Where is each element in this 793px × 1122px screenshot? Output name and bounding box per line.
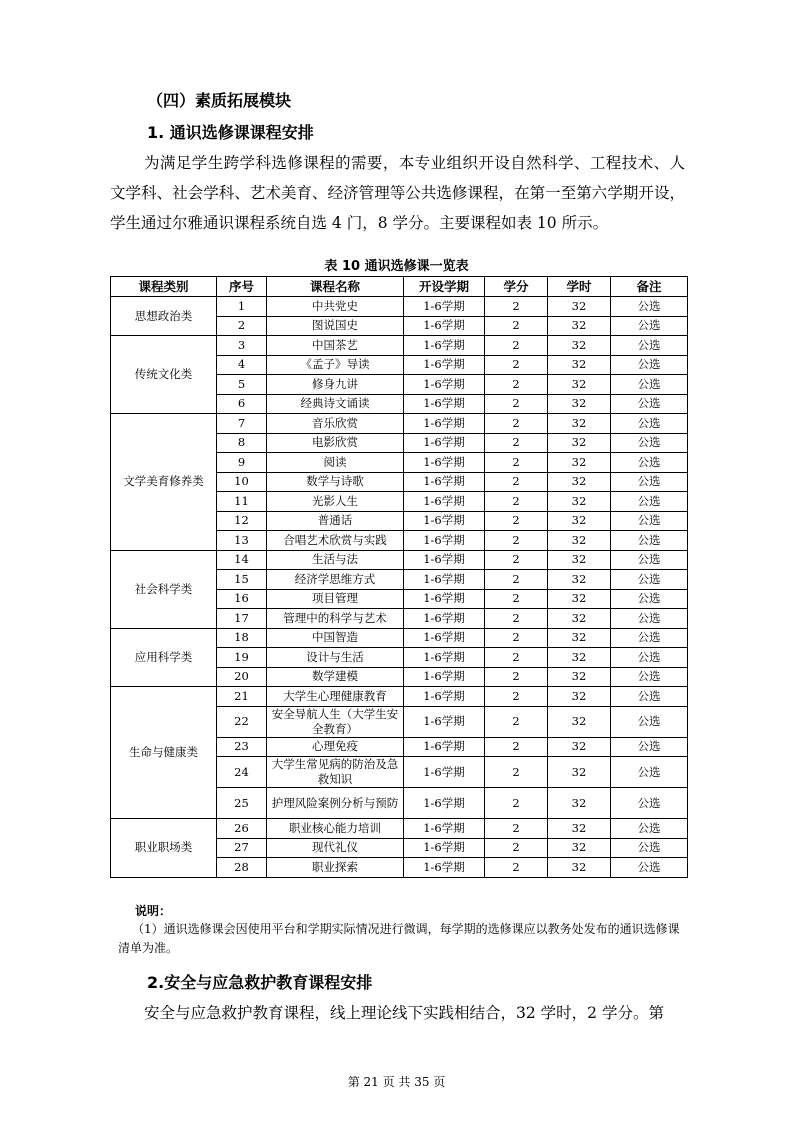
number-cell: 28 <box>217 858 267 878</box>
credit-cell: 2 <box>485 433 548 453</box>
course-name-cell: 普通话 <box>267 511 404 531</box>
number-cell: 12 <box>217 511 267 531</box>
number-cell: 4 <box>217 355 267 375</box>
number-cell: 18 <box>217 628 267 648</box>
credit-cell: 2 <box>485 492 548 512</box>
intro-paragraph: 为满足学生跨学科选修课程的需要，本专业组织开设自然科学、工程技术、人文学科、社会学科、艺术美育、经济管理等公共选修课程，在第一至第六学期开设，学生通过尔雅通识课程系统自选 4 门，8 学分。主要课程如表 10 所示。 <box>110 154 685 232</box>
note-cell: 公选 <box>611 336 688 356</box>
term-cell: 1-6学期 <box>404 819 485 839</box>
credit-cell: 2 <box>485 570 548 590</box>
course-name-cell: 大学生心理健康教育 <box>267 687 404 707</box>
note-cell: 公选 <box>611 628 688 648</box>
number-cell: 16 <box>217 589 267 609</box>
hours-cell: 32 <box>548 706 611 737</box>
term-cell: 1-6学期 <box>404 472 485 492</box>
number-cell: 13 <box>217 531 267 551</box>
table-row <box>111 336 688 356</box>
note-text: （1）通识选修课会因使用平台和学期实际情况进行微调，每学期的选修课应以教务处发布的通识选修课清单为准。 <box>118 922 680 955</box>
hours-cell: 32 <box>548 589 611 609</box>
table-row <box>111 687 688 707</box>
course-name-cell: 心理免疫 <box>267 737 404 757</box>
course-name-cell: 现代礼仪 <box>267 838 404 858</box>
term-cell: 1-6学期 <box>404 589 485 609</box>
hours-cell: 32 <box>548 375 611 395</box>
course-name-cell: 电影欣赏 <box>267 433 404 453</box>
number-cell: 9 <box>217 453 267 473</box>
term-cell: 1-6学期 <box>404 492 485 512</box>
category-cell: 应用科学类 <box>111 628 217 687</box>
credit-cell: 2 <box>485 609 548 629</box>
hours-cell: 32 <box>548 433 611 453</box>
course-name-cell: 生活与法 <box>267 550 404 570</box>
number-cell: 24 <box>217 757 267 788</box>
note-cell: 公选 <box>611 788 688 819</box>
note-cell: 公选 <box>611 394 688 414</box>
credit-cell: 2 <box>485 375 548 395</box>
note-cell: 公选 <box>611 355 688 375</box>
note-cell: 公选 <box>611 838 688 858</box>
hours-cell: 32 <box>548 819 611 839</box>
credit-cell: 2 <box>485 316 548 336</box>
hours-cell: 32 <box>548 453 611 473</box>
header-note: 备注 <box>611 277 688 297</box>
credit-cell: 2 <box>485 531 548 551</box>
table-row <box>111 414 688 434</box>
term-cell: 1-6学期 <box>404 316 485 336</box>
number-cell: 10 <box>217 472 267 492</box>
term-cell: 1-6学期 <box>404 706 485 737</box>
header-term: 开设学期 <box>404 277 485 297</box>
course-name-cell: 光影人生 <box>267 492 404 512</box>
hours-cell: 32 <box>548 788 611 819</box>
term-cell: 1-6学期 <box>404 838 485 858</box>
number-cell: 19 <box>217 648 267 668</box>
credit-cell: 2 <box>485 838 548 858</box>
category-cell: 思想政治类 <box>111 297 217 336</box>
credit-cell: 2 <box>485 453 548 473</box>
note-cell: 公选 <box>611 609 688 629</box>
credit-cell: 2 <box>485 550 548 570</box>
course-name-cell: 护理风险案例分析与预防 <box>267 788 404 819</box>
course-name-cell: 项目管理 <box>267 589 404 609</box>
course-name-cell: 阅读 <box>267 453 404 473</box>
hours-cell: 32 <box>548 297 611 317</box>
note-cell: 公选 <box>611 492 688 512</box>
hours-cell: 32 <box>548 316 611 336</box>
credit-cell: 2 <box>485 819 548 839</box>
term-cell: 1-6学期 <box>404 511 485 531</box>
course-name-cell: 中共党史 <box>267 297 404 317</box>
credit-cell: 2 <box>485 737 548 757</box>
hours-cell: 32 <box>548 570 611 590</box>
number-cell: 3 <box>217 336 267 356</box>
table-header-row <box>111 277 688 297</box>
table-row <box>111 819 688 839</box>
term-cell: 1-6学期 <box>404 375 485 395</box>
credit-cell: 2 <box>485 858 548 878</box>
note-cell: 公选 <box>611 648 688 668</box>
note-cell: 公选 <box>611 531 688 551</box>
note-cell: 公选 <box>611 706 688 737</box>
note-cell: 公选 <box>611 433 688 453</box>
term-cell: 1-6学期 <box>404 609 485 629</box>
hours-cell: 32 <box>548 757 611 788</box>
hours-cell: 32 <box>548 648 611 668</box>
credit-cell: 2 <box>485 472 548 492</box>
term-cell: 1-6学期 <box>404 336 485 356</box>
course-name-cell: 中国智造 <box>267 628 404 648</box>
number-cell: 20 <box>217 667 267 687</box>
note-cell: 公选 <box>611 511 688 531</box>
course-name-cell: 音乐欣赏 <box>267 414 404 434</box>
note-cell: 公选 <box>611 550 688 570</box>
credit-cell: 2 <box>485 355 548 375</box>
header-category: 课程类别 <box>111 277 217 297</box>
term-cell: 1-6学期 <box>404 297 485 317</box>
note-cell: 公选 <box>611 819 688 839</box>
number-cell: 21 <box>217 687 267 707</box>
term-cell: 1-6学期 <box>404 531 485 551</box>
table-row <box>111 550 688 570</box>
table-row <box>111 628 688 648</box>
course-name-cell: 图说国史 <box>267 316 404 336</box>
note-cell: 公选 <box>611 589 688 609</box>
number-cell: 14 <box>217 550 267 570</box>
hours-cell: 32 <box>548 472 611 492</box>
term-cell: 1-6学期 <box>404 355 485 375</box>
note-cell: 公选 <box>611 375 688 395</box>
course-name-cell: 职业探索 <box>267 858 404 878</box>
hours-cell: 32 <box>548 628 611 648</box>
number-cell: 7 <box>217 414 267 434</box>
number-cell: 17 <box>217 609 267 629</box>
credit-cell: 2 <box>485 589 548 609</box>
credit-cell: 2 <box>485 788 548 819</box>
subheading-safety-education: 2.安全与应急救护教育课程安排 <box>147 973 373 992</box>
hours-cell: 32 <box>548 687 611 707</box>
term-cell: 1-6学期 <box>404 757 485 788</box>
number-cell: 1 <box>217 297 267 317</box>
category-cell: 社会科学类 <box>111 550 217 628</box>
credit-cell: 2 <box>485 757 548 788</box>
note-cell: 公选 <box>611 316 688 336</box>
section-heading: （四）素质拓展模块 <box>147 91 292 110</box>
course-name-cell: 经典诗文诵读 <box>267 394 404 414</box>
note-title: 说明： <box>135 904 172 918</box>
note-cell: 公选 <box>611 858 688 878</box>
note-cell: 公选 <box>611 687 688 707</box>
term-cell: 1-6学期 <box>404 570 485 590</box>
course-name-cell: 修身九讲 <box>267 375 404 395</box>
elective-course-table <box>110 276 688 878</box>
hours-cell: 32 <box>548 511 611 531</box>
credit-cell: 2 <box>485 667 548 687</box>
subheading-general-electives: 1. 通识选修课课程安排 <box>147 123 314 142</box>
hours-cell: 32 <box>548 531 611 551</box>
term-cell: 1-6学期 <box>404 394 485 414</box>
term-cell: 1-6学期 <box>404 433 485 453</box>
note-cell: 公选 <box>611 453 688 473</box>
course-name-cell: 数学建模 <box>267 667 404 687</box>
term-cell: 1-6学期 <box>404 453 485 473</box>
header-hours: 学时 <box>548 277 611 297</box>
category-cell: 生命与健康类 <box>111 687 217 819</box>
category-cell: 职业职场类 <box>111 819 217 878</box>
note-cell: 公选 <box>611 297 688 317</box>
term-cell: 1-6学期 <box>404 858 485 878</box>
hours-cell: 32 <box>548 838 611 858</box>
note-cell: 公选 <box>611 667 688 687</box>
note-cell: 公选 <box>611 757 688 788</box>
term-cell: 1-6学期 <box>404 667 485 687</box>
number-cell: 5 <box>217 375 267 395</box>
course-name-cell: 大学生常见病的防治及急救知识 <box>267 757 404 788</box>
table-body <box>111 297 688 878</box>
course-name-cell: 安全导航人生（大学生安全教育） <box>267 706 404 737</box>
header-course-name: 课程名称 <box>267 277 404 297</box>
number-cell: 26 <box>217 819 267 839</box>
category-cell: 传统文化类 <box>111 336 217 414</box>
credit-cell: 2 <box>485 648 548 668</box>
term-cell: 1-6学期 <box>404 628 485 648</box>
safety-paragraph: 安全与应急救护教育课程，线上理论线下实践相结合，32 学时，2 学分。第 <box>144 1004 664 1022</box>
course-name-cell: 设计与生活 <box>267 648 404 668</box>
hours-cell: 32 <box>548 667 611 687</box>
credit-cell: 2 <box>485 394 548 414</box>
header-number: 序号 <box>217 277 267 297</box>
hours-cell: 32 <box>548 858 611 878</box>
term-cell: 1-6学期 <box>404 550 485 570</box>
page-footer: 第 21 页 共 35 页 <box>347 1075 446 1089</box>
hours-cell: 32 <box>548 336 611 356</box>
term-cell: 1-6学期 <box>404 414 485 434</box>
term-cell: 1-6学期 <box>404 687 485 707</box>
course-name-cell: 经济学思维方式 <box>267 570 404 590</box>
hours-cell: 32 <box>548 355 611 375</box>
credit-cell: 2 <box>485 414 548 434</box>
note-cell: 公选 <box>611 737 688 757</box>
number-cell: 25 <box>217 788 267 819</box>
number-cell: 23 <box>217 737 267 757</box>
hours-cell: 32 <box>548 492 611 512</box>
course-name-cell: 《孟子》导读 <box>267 355 404 375</box>
number-cell: 11 <box>217 492 267 512</box>
note-cell: 公选 <box>611 570 688 590</box>
hours-cell: 32 <box>548 394 611 414</box>
course-name-cell: 合唱艺术欣赏与实践 <box>267 531 404 551</box>
header-credit: 学分 <box>485 277 548 297</box>
note-cell: 公选 <box>611 472 688 492</box>
term-cell: 1-6学期 <box>404 788 485 819</box>
hours-cell: 32 <box>548 737 611 757</box>
credit-cell: 2 <box>485 297 548 317</box>
term-cell: 1-6学期 <box>404 648 485 668</box>
number-cell: 8 <box>217 433 267 453</box>
course-name-cell: 职业核心能力培训 <box>267 819 404 839</box>
credit-cell: 2 <box>485 706 548 737</box>
credit-cell: 2 <box>485 628 548 648</box>
number-cell: 2 <box>217 316 267 336</box>
course-name-cell: 数学与诗歌 <box>267 472 404 492</box>
number-cell: 22 <box>217 706 267 737</box>
category-cell: 文学美育修养类 <box>111 414 217 551</box>
note-cell: 公选 <box>611 414 688 434</box>
hours-cell: 32 <box>548 609 611 629</box>
number-cell: 6 <box>217 394 267 414</box>
term-cell: 1-6学期 <box>404 737 485 757</box>
credit-cell: 2 <box>485 336 548 356</box>
course-name-cell: 管理中的科学与艺术 <box>267 609 404 629</box>
number-cell: 15 <box>217 570 267 590</box>
number-cell: 27 <box>217 838 267 858</box>
hours-cell: 32 <box>548 414 611 434</box>
credit-cell: 2 <box>485 687 548 707</box>
table-caption: 表 10 通识选修课一览表 <box>324 259 469 274</box>
table-row <box>111 297 688 317</box>
hours-cell: 32 <box>548 550 611 570</box>
credit-cell: 2 <box>485 511 548 531</box>
course-name-cell: 中国茶艺 <box>267 336 404 356</box>
